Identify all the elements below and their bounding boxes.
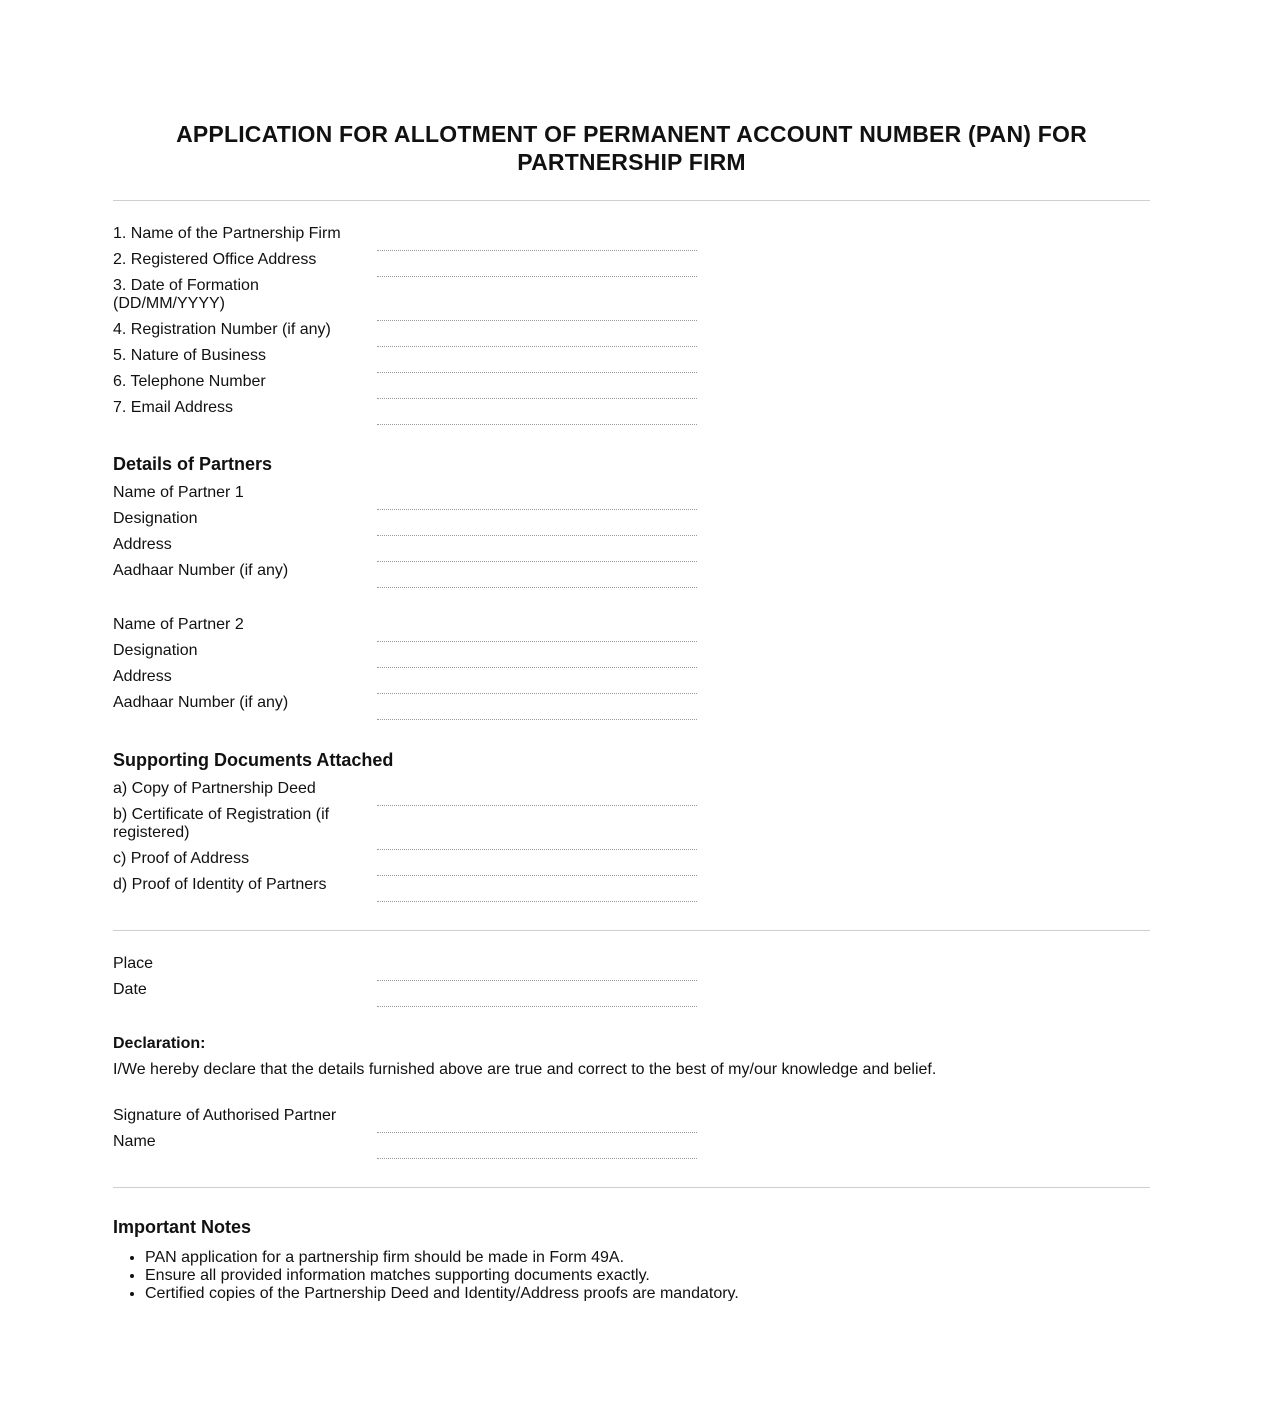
doc-identity-row [113, 876, 713, 902]
formation-date-field[interactable] [377, 320, 697, 321]
partner2-name-row [113, 616, 713, 642]
doc-deed-label: a) Copy of Partnership Deed [113, 780, 316, 797]
partner2-aadhaar-label: Aadhaar Number (if any) [113, 694, 289, 711]
registration-number-row [113, 321, 713, 347]
partner1-aadhaar-row [113, 562, 713, 588]
formation-date-label: 3. Date of Formation (DD/MM/YYYY) [113, 277, 259, 312]
partner1-address-row [113, 536, 713, 562]
firm-name-row [113, 225, 713, 251]
doc-registration-field[interactable] [377, 849, 697, 850]
doc-registration-label: b) Certificate of Registration (if registered) [113, 806, 330, 841]
partner1-name-label: Name of Partner 1 [113, 484, 244, 501]
telephone-row [113, 373, 713, 399]
doc-identity-label: d) Proof of Identity of Partners [113, 876, 327, 893]
partner1-designation-label: Designation [113, 510, 198, 527]
place-label: Place [113, 955, 154, 972]
partner2-designation-label: Designation [113, 642, 198, 659]
partner2-address-row [113, 668, 713, 694]
date-row [113, 981, 713, 1007]
partner2-aadhaar-field[interactable] [377, 719, 697, 720]
business-nature-label: 5. Nature of Business [113, 347, 266, 364]
notes-heading: Important Notes [113, 1217, 252, 1237]
partner2-address-label: Address [113, 668, 172, 685]
office-address-row [113, 251, 713, 277]
place-row [113, 955, 713, 981]
signature-label: Signature of Authorised Partner [113, 1107, 337, 1124]
doc-deed-row [113, 780, 713, 806]
declaration-text: I/We hereby declare that the details furnished above are true and correct to the best of my/our knowledge and belief. [113, 1061, 937, 1078]
doc-address-label: c) Proof of Address [113, 850, 250, 867]
partner1-aadhaar-label: Aadhaar Number (if any) [113, 562, 289, 579]
partner2-aadhaar-row [113, 694, 713, 720]
documents-heading: Supporting Documents Attached [113, 750, 394, 770]
partner1-designation-row [113, 510, 713, 536]
divider [113, 200, 1150, 201]
partner1-name-row [113, 484, 713, 510]
partners-heading: Details of Partners [113, 454, 273, 474]
notes-list [113, 1249, 1150, 1301]
signature-row [113, 1107, 713, 1133]
signatory-name-label: Name [113, 1133, 156, 1150]
form-title: APPLICATION FOR ALLOTMENT OF PERMANENT ACCOUNT NUMBER (PAN) FOR PARTNERSHIP FIRM [176, 121, 1087, 175]
partner1-aadhaar-field[interactable] [377, 587, 697, 588]
office-address-label: 2. Registered Office Address [113, 251, 317, 268]
note-item: • PAN application for a partnership firm should be made in Form 49A. [145, 1249, 1150, 1267]
firm-name-label: 1. Name of the Partnership Firm [113, 225, 341, 242]
email-label: 7. Email Address [113, 399, 234, 416]
partner1-address-label: Address [113, 536, 172, 553]
doc-registration-row [113, 806, 713, 841]
divider [113, 1187, 1150, 1188]
divider [113, 930, 1150, 931]
signatory-name-row [113, 1133, 713, 1159]
date-field[interactable] [377, 1006, 697, 1007]
registration-number-label: 4. Registration Number (if any) [113, 321, 331, 338]
note-item: • Certified copies of the Partnership Deed and Identity/Address proofs are mandatory. [145, 1285, 1150, 1301]
telephone-label: 6. Telephone Number [113, 373, 266, 390]
date-label: Date [113, 981, 147, 998]
partner2-name-label: Name of Partner 2 [113, 616, 244, 633]
business-nature-row [113, 347, 713, 373]
formation-date-row [113, 277, 713, 312]
email-field[interactable] [377, 424, 697, 425]
email-row [113, 399, 713, 425]
notes-list-container [113, 1249, 1150, 1301]
signatory-name-field[interactable] [377, 1158, 697, 1159]
declaration-title: Declaration: [113, 1035, 206, 1052]
note-item: • Ensure all provided information matches supporting documents exactly. [145, 1267, 1150, 1285]
doc-address-row [113, 850, 713, 876]
doc-identity-field[interactable] [377, 901, 697, 902]
partner2-designation-row [113, 642, 713, 668]
